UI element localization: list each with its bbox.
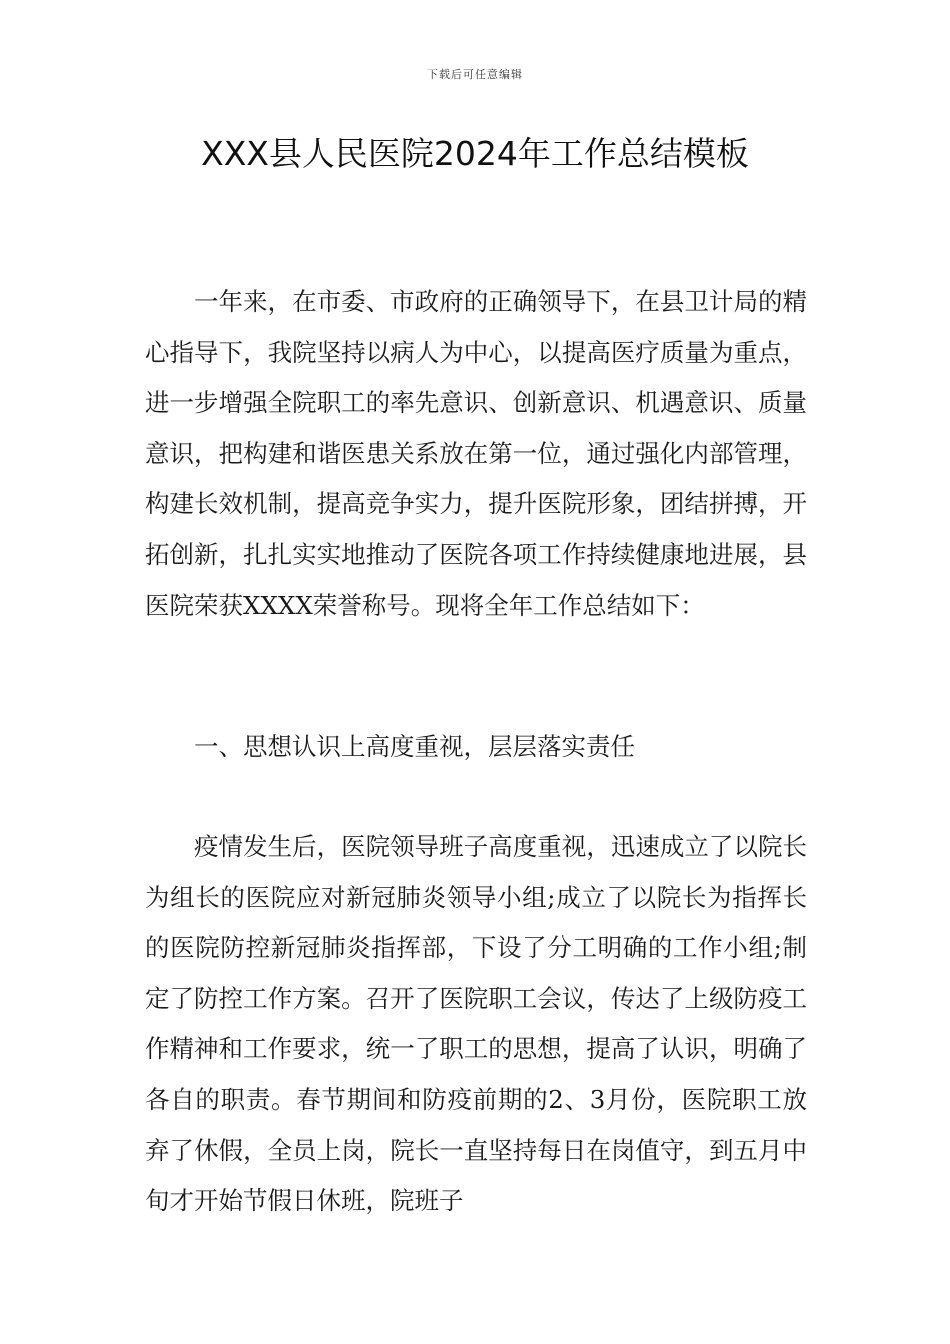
body-paragraph: 疫情发生后，医院领导班子高度重视，迅速成立了以院长为组长的医院应对新冠肺炎领导小组;成立了以院长为指挥长的医院防控新冠肺炎指挥部，下设了分工明确的工作小组;制定了防控工作方案。召开了医院职工会议，传达了上级防疫工作精神和工作要求，统一了职工的思想，提高了认识，明确了各自的职责。春节期间和防疫前期的2、3月份，医院职工放弃了休假，全员上岗，院长一直坚持每日在岗值守，到五月中旬才开始节假日休班，院班子 <box>145 832 807 1216</box>
header-note: 下载后可任意编辑 <box>427 68 523 81</box>
section-heading: 一、思想认识上高度重视，层层落实责任 <box>194 732 635 761</box>
page-title: XXX县人民医院2024年工作总结模板 <box>201 134 749 173</box>
intro-paragraph: 一年来，在市委、市政府的正确领导下，在县卫计局的精心指导下，我院坚持以病人为中心，以提高医疗质量为重点，进一步增强全院职工的率先意识、创新意识、机遇意识、质量意识，把构建和谐医患关系放在第一位，通过强化内部管理，构建长效机制，提高竞争实力，提升医院形象，团结拼搏，开拓创新，扎扎实实地推动了医院各项工作持续健康地进展，县医院荣获XXXX荣誉称号。现将全年工作总结如下： <box>145 287 807 620</box>
